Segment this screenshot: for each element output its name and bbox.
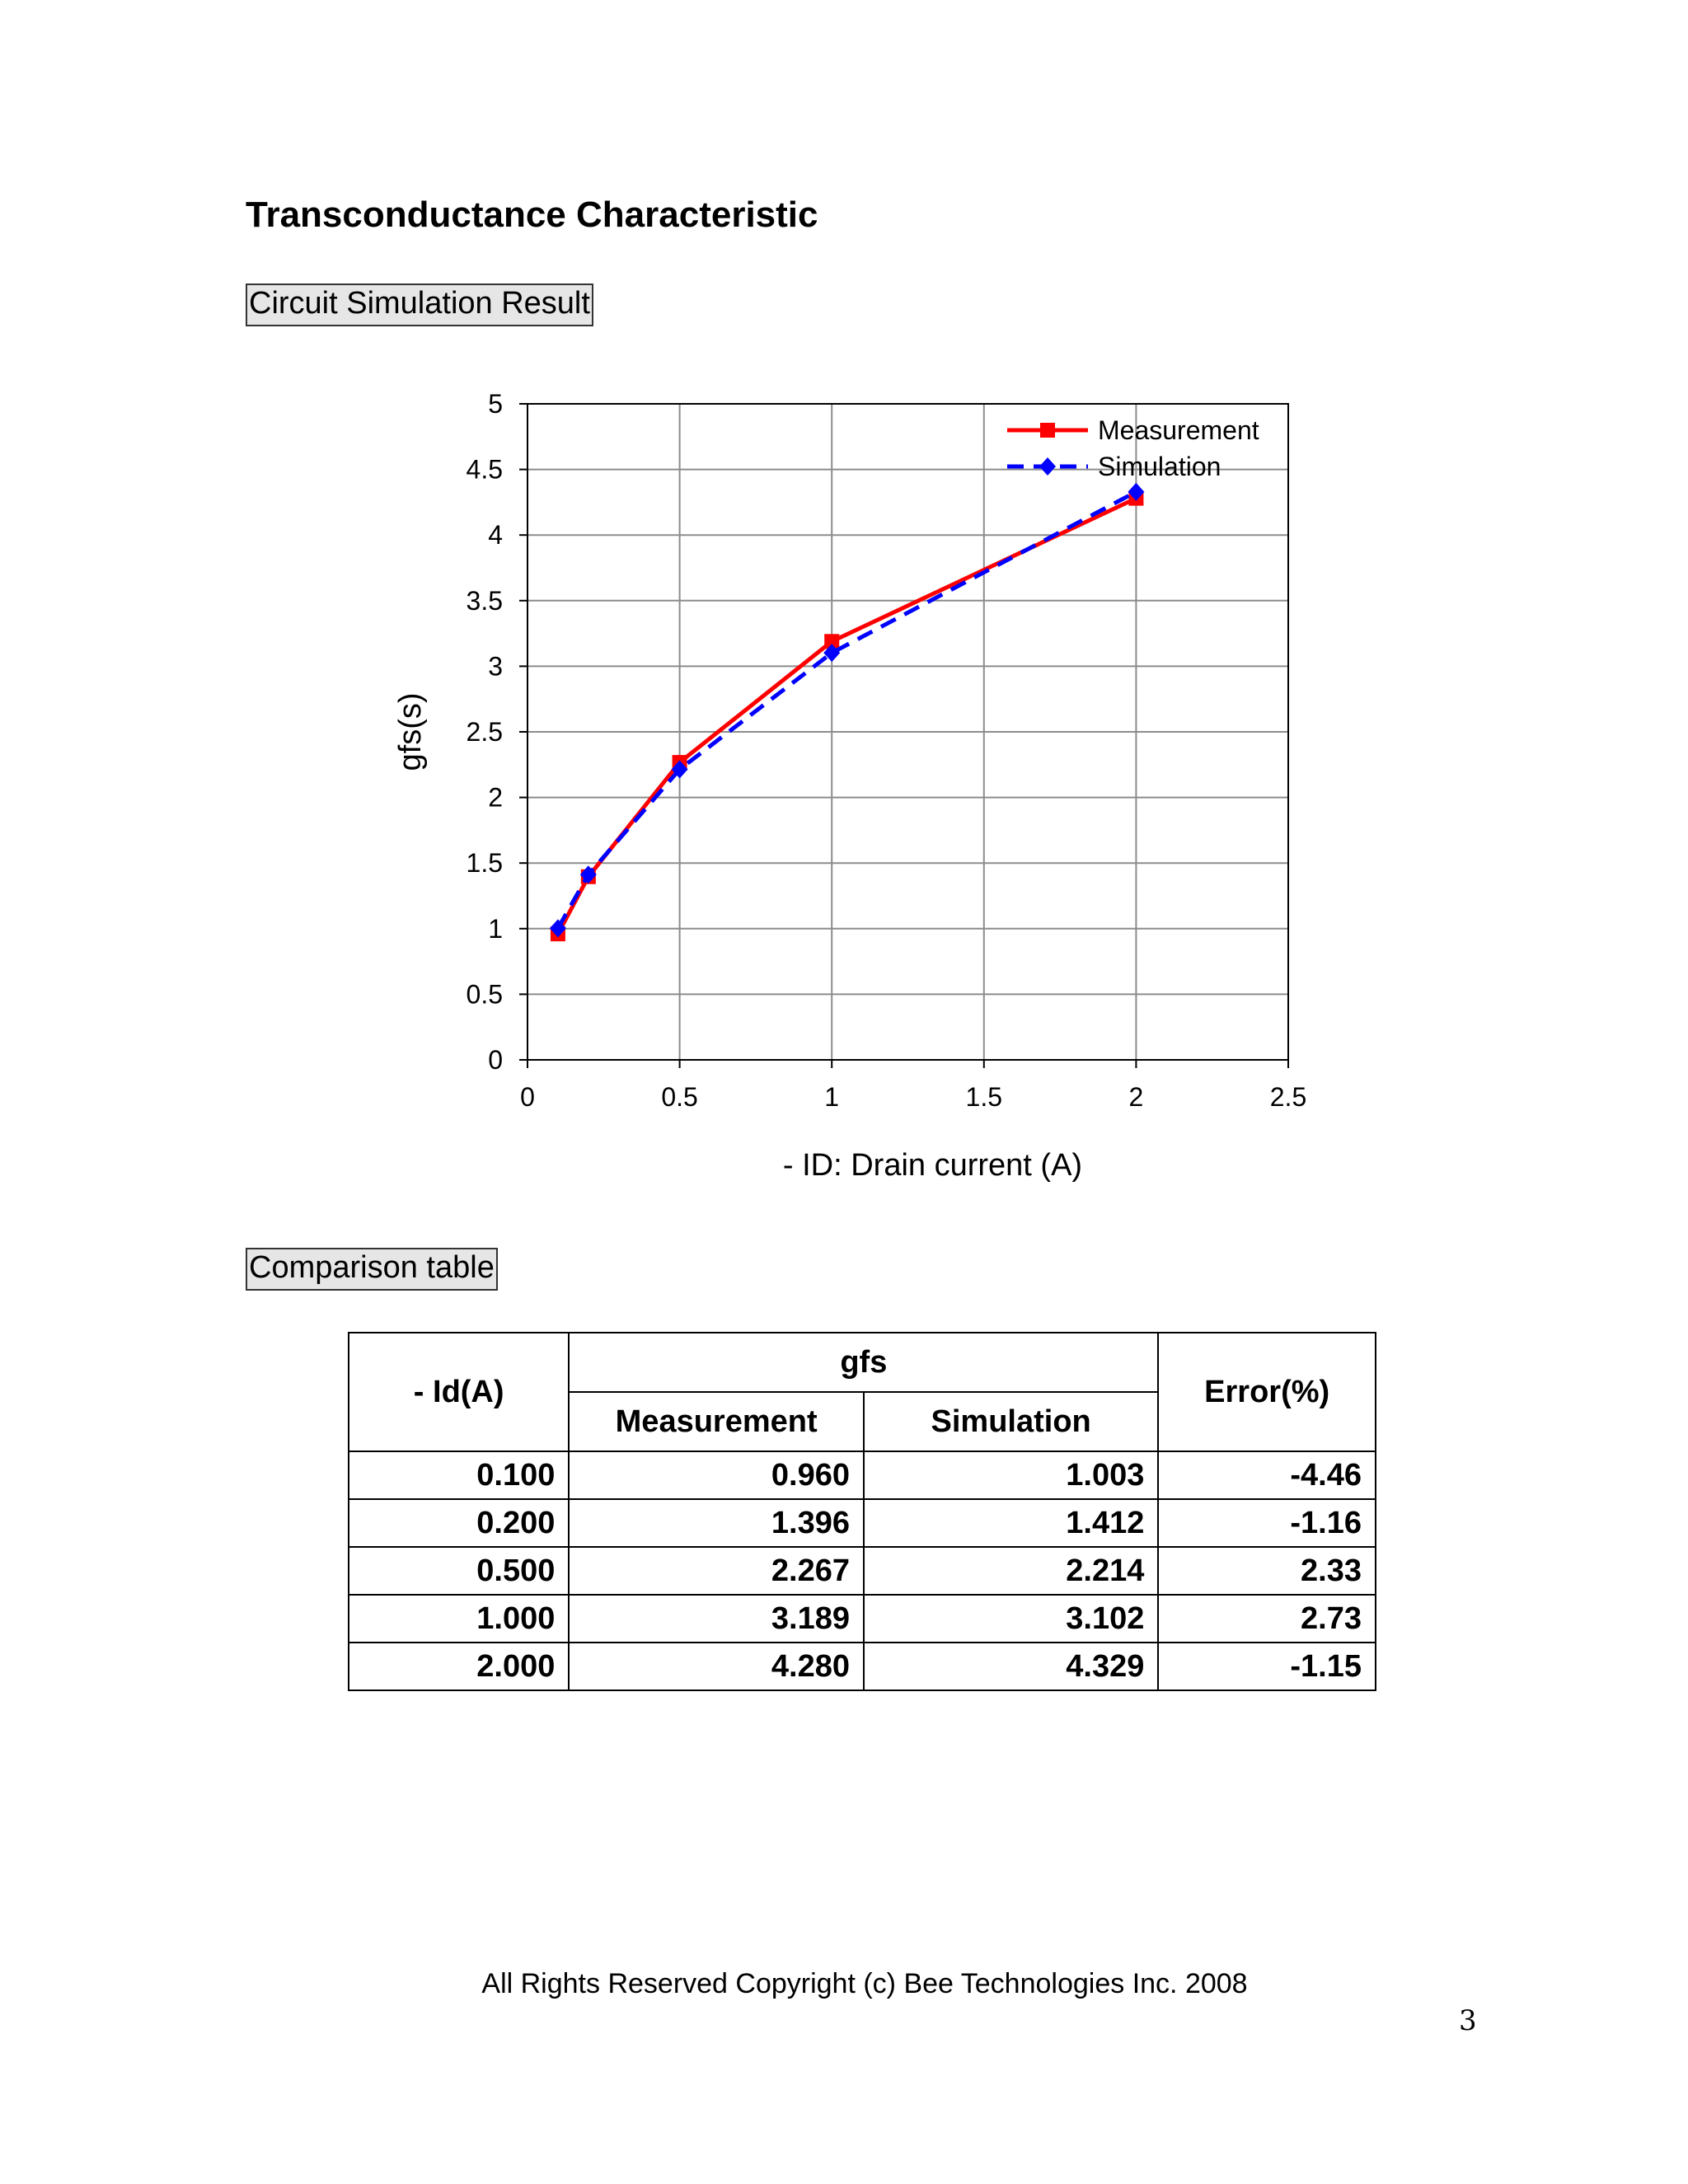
section-label-simulation: Circuit Simulation Result: [246, 284, 593, 326]
table-row: [349, 1451, 1376, 1499]
x-tick-label: 1.5: [965, 1082, 1003, 1112]
cell-error: 2.33: [1158, 1547, 1376, 1595]
cell-error: 2.73: [1158, 1595, 1376, 1643]
series-line-measurement: [558, 499, 1136, 935]
cell-simulation: 1.003: [864, 1451, 1158, 1499]
y-tick-label: 0: [488, 1045, 503, 1075]
legend-marker-simulation: [1039, 457, 1056, 476]
cell-measurement: 0.960: [569, 1451, 864, 1499]
y-tick-label: 4: [488, 520, 503, 551]
cell-id: 0.200: [349, 1499, 569, 1547]
header-measurement: Measurement: [569, 1392, 864, 1451]
header-simulation: Simulation: [864, 1392, 1158, 1451]
cell-measurement: 4.280: [569, 1643, 864, 1690]
cell-measurement: 1.396: [569, 1499, 864, 1547]
legend-label-measurement: Measurement: [1098, 415, 1259, 445]
table-row: [349, 1595, 1376, 1643]
cell-id: 0.500: [349, 1547, 569, 1595]
axis-ticks: [467, 389, 1307, 1112]
cell-measurement: 2.267: [569, 1547, 864, 1595]
cell-simulation: 3.102: [864, 1595, 1158, 1643]
y-tick-label: 1: [488, 913, 503, 944]
y-axis-label: gfs(s): [393, 692, 428, 771]
x-tick-label: 2.5: [1269, 1082, 1307, 1112]
chart-legend: [1007, 415, 1259, 481]
cell-measurement: 3.189: [569, 1595, 864, 1643]
cell-simulation: 4.329: [864, 1643, 1158, 1690]
y-tick-label: 0.5: [466, 979, 503, 1010]
footer-copyright: All Rights Reserved Copyright (c) Bee Technologies Inc. 2008: [481, 1968, 1248, 1999]
header-gfs: gfs: [569, 1333, 1158, 1392]
table-row: [349, 1643, 1376, 1690]
cell-id: 2.000: [349, 1643, 569, 1690]
x-tick-label: 0: [520, 1082, 535, 1112]
cell-error: -1.16: [1158, 1499, 1376, 1547]
page-number: 3: [1459, 2004, 1477, 2037]
legend-label-simulation: Simulation: [1098, 452, 1221, 481]
y-tick-label: 2.5: [466, 717, 503, 747]
table-row: [349, 1499, 1376, 1547]
header-id: - Id(A): [349, 1333, 569, 1451]
y-tick-label: 1.5: [466, 848, 503, 879]
x-tick-label: 0.5: [661, 1082, 698, 1112]
y-tick-label: 2: [488, 782, 503, 813]
cell-id: 1.000: [349, 1595, 569, 1643]
x-tick-label: 1: [824, 1082, 840, 1112]
cell-simulation: 2.214: [864, 1547, 1158, 1595]
section-label-comparison: Comparison table: [246, 1248, 498, 1291]
chart-series: [550, 483, 1144, 941]
y-tick-label: 3: [488, 651, 503, 682]
page-title: Transconductance Characteristic: [246, 194, 818, 235]
cell-simulation: 1.412: [864, 1499, 1158, 1547]
cell-id: 0.100: [349, 1451, 569, 1499]
legend-marker-measurement: [1040, 423, 1055, 438]
y-tick-label: 4.5: [466, 454, 503, 485]
x-tick-label: 2: [1128, 1082, 1144, 1112]
y-tick-label: 3.5: [466, 585, 503, 616]
cell-error: -1.15: [1158, 1643, 1376, 1690]
chart-grid: [528, 404, 1288, 1060]
table-row: [349, 1547, 1376, 1595]
x-axis-label: - ID: Drain current (A): [782, 1148, 1083, 1183]
cell-error: -4.46: [1158, 1451, 1376, 1499]
header-error: Error(%): [1158, 1333, 1376, 1451]
y-tick-label: 5: [488, 389, 503, 419]
comparison-table: [348, 1332, 1376, 1691]
